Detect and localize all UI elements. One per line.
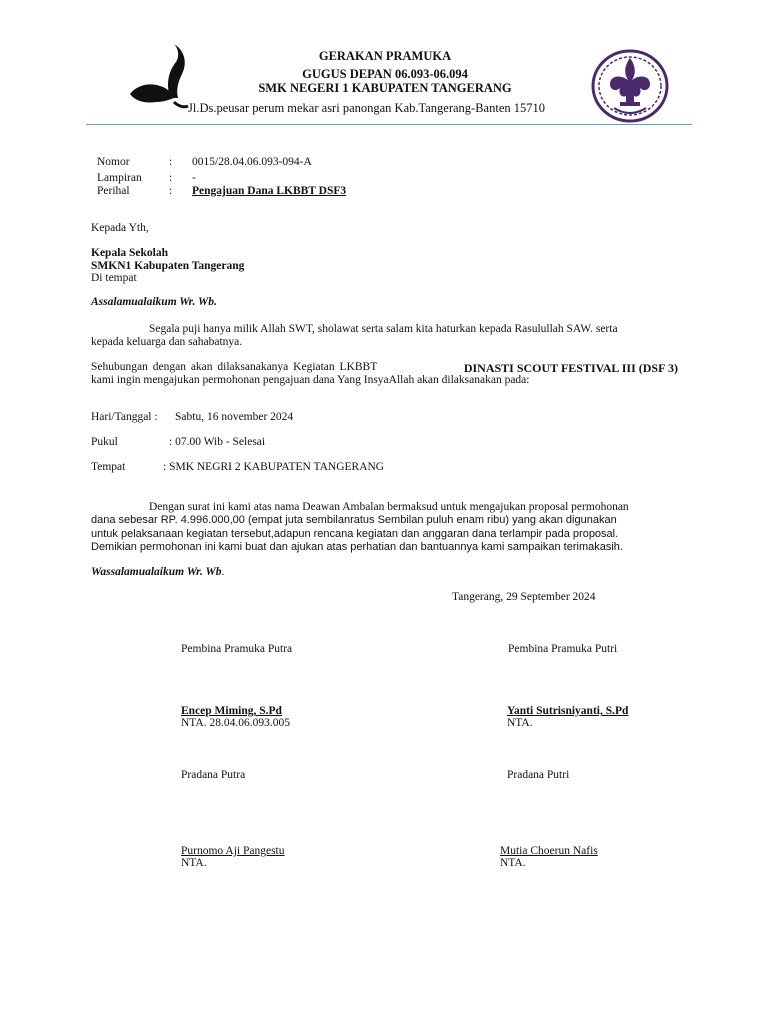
role-pembina-putri: Pembina Pramuka Putri [508, 643, 618, 655]
role-pradana-putri: Pradana Putri [507, 769, 570, 781]
gudep-title: GUGUS DEPAN 06.093-06.094 [302, 67, 468, 81]
lampiran-value: - [192, 172, 196, 184]
nomor-value: 0015/28.04.06.093-094-A [192, 156, 312, 168]
pukul-label: Pukul [91, 436, 118, 448]
address-line: Jl.Ds.peusar perum mekar asri panongan Kab.Tangerang-Banten 15710 [188, 101, 546, 115]
recipient-title: Kepala Sekolah [91, 247, 169, 259]
closing-dot: . [221, 566, 225, 578]
nta-pradana-putra: NTA. [181, 857, 207, 869]
letter-date: Tangerang, 29 September 2024 [452, 591, 596, 603]
p1-line2: kepada keluarga dan sahabatnya. [91, 336, 243, 348]
p2-line2: kami ingin mengajukan permohonan pengajuan dana Yang InsyaAllah akan dilaksanakan pada: [91, 374, 530, 386]
org-title: GERAKAN PRAMUKA [318, 49, 452, 63]
closing-salam-text: Wassalamualaikum Wr. Wb [91, 566, 222, 578]
pukul-value: : 07.00 Wib - Selesai [169, 436, 266, 448]
lampiran-colon: : [169, 172, 173, 184]
p1-line1: Segala puji hanya milik Allah SWT, sholawat serta salam kita haturkan kepada Rasulullah SAW. serta [149, 323, 618, 335]
perihal-colon: : [169, 185, 173, 197]
scout-emblem-logo [590, 48, 670, 124]
role-pembina-putra: Pembina Pramuka Putra [181, 643, 293, 655]
lampiran-label: Lampiran [97, 172, 142, 184]
perihal-value: Pengajuan Dana LKBBT DSF3 [192, 185, 347, 197]
perihal-label: Perihal [97, 185, 130, 197]
tunas-kelapa-logo [126, 42, 190, 116]
role-pradana-putra: Pradana Putra [181, 769, 246, 781]
name-pradana-putra: Purnomo Aji Pangestu [181, 845, 285, 857]
p3-line4: Demikian permohonan ini kami buat dan ajukan atas perhatian dan bantuannya kami sampaikan terimakasih. [91, 541, 623, 553]
nomor-label: Nomor [97, 156, 130, 168]
nta-pembina-putra: NTA. 28.04.06.093.005 [181, 717, 290, 729]
nomor-colon: : [169, 156, 173, 168]
nta-pradana-putri: NTA. [500, 857, 526, 869]
name-pembina-putra: Encep Miming, S.Pd [181, 705, 282, 717]
p2-event-name: DINASTI SCOUT FESTIVAL III (DSF 3) [463, 361, 678, 375]
p3-line2: dana sebesar RP. 4.996.000,00 (empat juta sembilanratus Sembilan puluh enam ribu) yang akan digunakan [91, 514, 617, 526]
tempat-value: : SMK NEGRI 2 KABUPATEN TANGERANG [163, 461, 385, 473]
nta-pembina-putri: NTA. [507, 717, 533, 729]
name-pembina-putri: Yanti Sutrisniyanti, S.Pd [507, 705, 629, 717]
recipient-place: Di tempat [91, 272, 137, 284]
name-pradana-putri: Mutia Choerun Nafis [500, 845, 598, 857]
p2-prefix: Sehubungan dengan akan dilaksanakanya Kegiatan LKBBT [91, 361, 378, 373]
recipient-greeting: Kepada Yth, [91, 222, 149, 234]
p3-line3: untuk pelaksanaan kegiatan tersebut,adapun rencana kegiatan dan anggaran dana terlampir pada proposal. [91, 528, 619, 540]
hari-value: Sabtu, 16 november 2024 [175, 411, 294, 423]
hari-label: Hari/Tanggal : [91, 411, 158, 423]
tempat-label: Tempat [91, 461, 126, 473]
header-rule [86, 124, 692, 125]
p3-line1: Dengan surat ini kami atas nama Deawan Ambalan bermaksud untuk mengajukan proposal permohonan [149, 501, 629, 513]
school-title: SMK NEGERI 1 KABUPATEN TANGERANG [258, 81, 512, 95]
opening-salam: Assalamualaikum Wr. Wb. [91, 296, 217, 308]
recipient-school: SMKN1 Kabupaten Tangerang [91, 260, 245, 272]
closing-salam [91, 566, 224, 578]
